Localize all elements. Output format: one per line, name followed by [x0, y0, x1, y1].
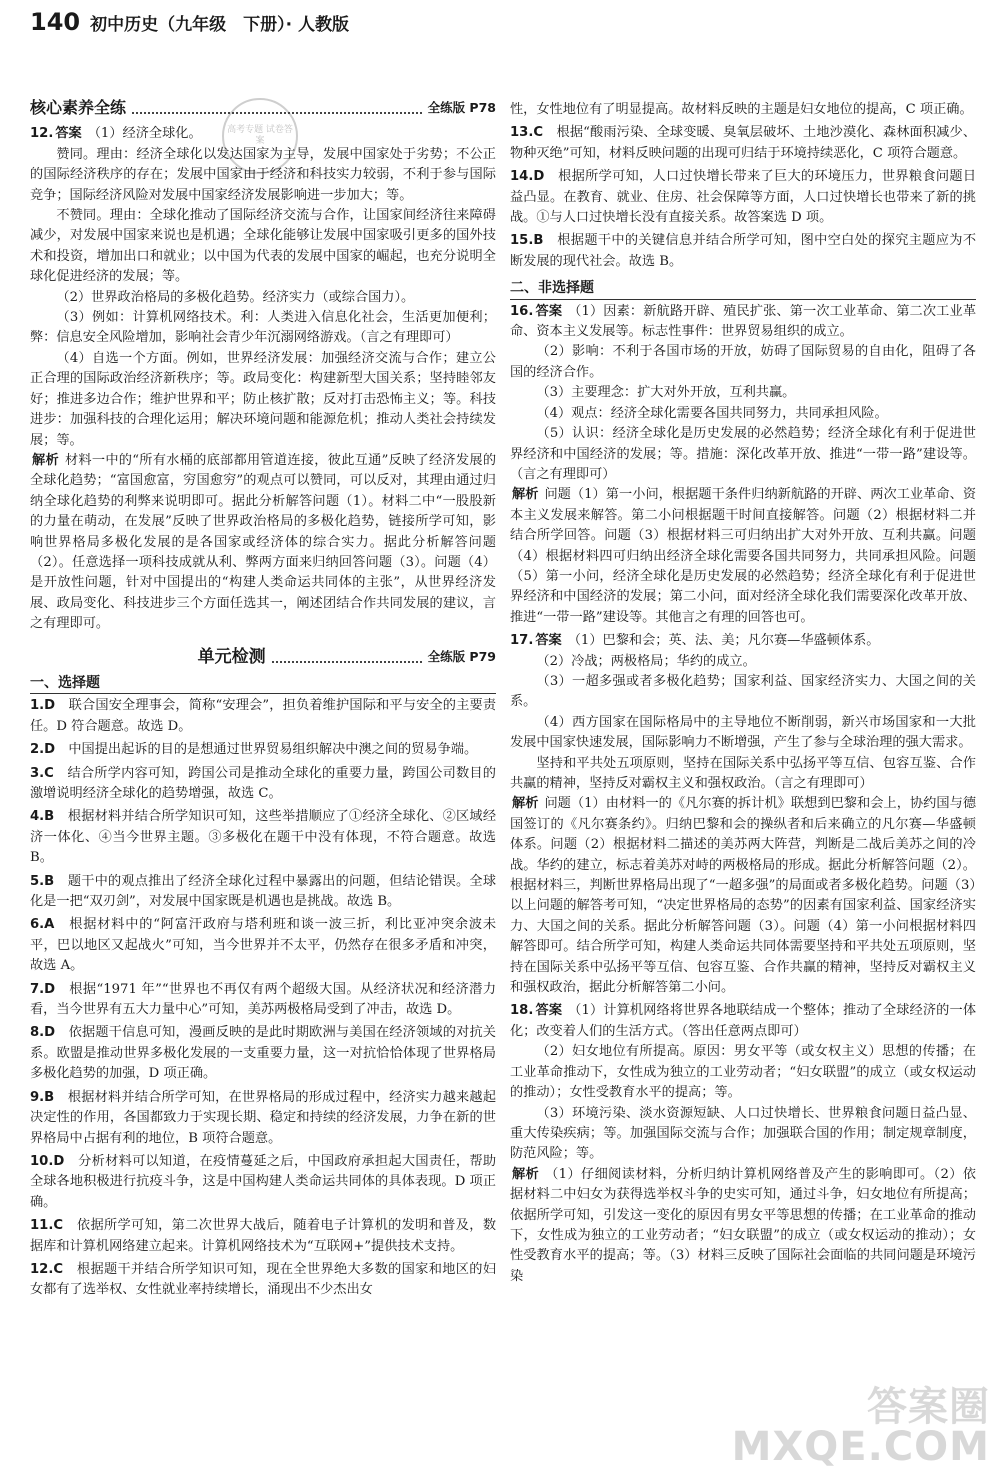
analysis-label: 解析 [512, 796, 539, 812]
answer-text: （1）计算机网络将世界各地联结成一个整体；推动了全球经济的一体化；改变着人们的生活方式。（答出任意两点即可） [510, 1003, 977, 1039]
item-number: 8.D [30, 1025, 56, 1041]
item-text: 根据所学可知，人口过快增长带来了巨大的环境压力，世界粮食问题日益凸显。在教育、就业、住房、社会保障等方面，人口过快增长也带来了新的挑战。①与人口过快增长没有直接关系。故答案选 D 项。 [510, 169, 977, 226]
item-number: 14.D [510, 169, 545, 185]
answer-text: （1）巴黎和会；英、法、美；凡尔赛—华盛顿体系。 [567, 633, 880, 649]
answer-16 [510, 302, 976, 629]
answer-paragraph: （3）主要理念：扩大对外开放，互利共赢。 [536, 385, 796, 401]
analysis [510, 1165, 976, 1287]
analysis [30, 451, 496, 635]
answer-paragraph: （2）妇女地位有所提高。原因：男女平等（或女权主义）思想的传播；在工业革命推动下，女性成为独立的工业劳动者；“妇女联盟”的成立（或女权运动的推动）；女性受教育水平的提高；等。 [510, 1044, 976, 1101]
item-text: 中国提出起诉的目的是想通过世界贸易组织解决中澳之间的贸易争端。 [68, 742, 478, 758]
answer-label: 答案 [535, 303, 563, 319]
item-text: 依据题干信息可知，漫画反映的是此时期欧洲与美国在经济领域的对抗关系。欧盟是推动世界多极化发展的一支重要力量，这一对抗恰恰体现了世界格局多极化趋势的加强，D 项正确。 [30, 1025, 496, 1082]
item-text: 分析材料可以知道，在疫情蔓延之后，中国政府承担起大国责任，帮助全球各地积极进行抗疫斗争，这是中国构建人类命运共同体的具体表现。D 项正确。 [30, 1153, 497, 1210]
analysis-label: 解析 [32, 452, 59, 468]
answer-item [30, 1152, 496, 1213]
item-number: 6.A [30, 917, 55, 933]
analysis-label: 解析 [512, 487, 539, 503]
analysis-text: 材料一中的“所有水桶的底部都用管道连接，彼此互通”反映了经济发展的全球化趋势；“富国愈富，穷国愈穷”的观点可以赞同，可以反对，其理由通过归纳全球化趋势的利弊来说明即可。据此分析解答问题（1）。材料二中“一股股新的力量在萌动，在发展”反映了世界政治格局的多极化趋势，链接所学可知，影响世界格局多极化发展的是各国家或经济体的综合实力。据此分析解答问题（2）。任意选择一项科技成就从利、弊两方面来归纳回答问题（3）。问题（4）是开放性问题，针对中国提出的“构建人类命运共同体的主张”，从世界经济发展、政局变化、科技进步三个方面任选其一，阐述团结合作共同发展的建议，言之有理即可。 [30, 452, 497, 632]
item-number: 10.D [30, 1153, 65, 1169]
section-core-literacy [30, 98, 496, 118]
question-number: 12. [30, 126, 54, 142]
item-number: 11.C [30, 1218, 64, 1234]
item-text: 根据“1971 年”“世界也不再仅有两个超级大国。从经济状况和经济潜力看，当今世界有五大力量中心”可知，美苏两极格局受到了冲击，故选 D。 [30, 981, 497, 1018]
question-number: 17. [510, 633, 534, 649]
answer-paragraph: （3）例如：计算机网络技术。利：人类进入信息化社会，生活更加便利；弊：信息安全风险增加，影响社会青少年沉溺网络游戏。（言之有理即可） [30, 310, 496, 346]
watermark-line: 答案圈 [867, 1384, 990, 1430]
answer-continuation: 性，女性地位有了明显提高。故材料反映的主题是妇女地位的提高，C 项正确。 [510, 102, 973, 117]
item-number: 9.B [30, 1089, 55, 1105]
answer-item [30, 740, 496, 760]
answer-paragraph: （2）影响：不利于各国市场的开放，妨碍了国际贸易的自由化，阻碍了各国的经济合作。 [510, 344, 976, 380]
answer-paragraph: （4）自选一个方面。例如，世界经济发展：加强经济交流与合作；建立公正合理的国际政治经济新秩序；等。政局变化：构建新型大国关系；坚持睦邻友好；推进多边合作；维护世界和平；防止核扩散；反对打击恐怖主义；等。科技进步：加强科技的合理化运用；解决环境问题和能源危机；推动人类社会持续发展；等。 [30, 350, 496, 448]
right-column [510, 100, 976, 1290]
answer-item [30, 696, 496, 737]
item-text: 题干中的观点推出了经济全球化过程中暴露出的问题，但结论错误。全球化是一把“双刃剑”，对发展中国家既是机遇也是挑战。故选 B。 [30, 873, 497, 910]
item-number: 1.D [30, 698, 56, 714]
section-title: 单元检测 [197, 646, 266, 667]
question-number: 18. [510, 1003, 534, 1019]
item-text: 根据材料并结合所学知识可知，这些举措顺应了①经济全球化、②区域经济一体化、④当今世界主题。③多极化在题干中没有体现，不符合题意。故选 B。 [30, 809, 497, 866]
item-number: 7.D [30, 981, 56, 997]
item-text: 根据材料并结合所学可知，在世界格局的形成过程中，经济实力越来越起决定性的作用，各国都致力于实现长期、稳定和持续的经济发展，力争在新的世界格局中占据有利的地位，B 项符合题意。 [30, 1089, 497, 1146]
answer-paragraph: （2）世界政治格局的多极化趋势。经济实力（或综合国力）。 [56, 289, 415, 305]
answer-text: （1）因素：新航路开辟、殖民扩张、第一次工业革命、第二次工业革命、资本主义发展等。标志性事件：世界贸易组织的成立。 [510, 303, 977, 340]
answer-item [30, 872, 496, 913]
answer-text: （1）经济全球化。 [87, 126, 202, 142]
answer-item [30, 1088, 496, 1149]
answer-label: 答案 [535, 633, 562, 649]
item-text: 依据所学可知，第二次世界大战后，随着电子计算机的发明和普及，数据库和计算机网络建立起来。计算机网络技术为“互联网+”提供技术支持。 [30, 1218, 497, 1254]
analysis [510, 794, 976, 998]
answer-paragraph: 不赞同。理由：全球化推动了国际经济交流与合作，让国家间经济往来障碍减少，对发展中国家来说也是机遇；全球化能够让发展中国家吸引更多的国外技术和投资，增加出口和就业；以中国为代表的发展中国家的崛起，也充分说明全球化促进经济的发展；等。 [30, 208, 496, 285]
answer-item [30, 807, 496, 868]
left-column [30, 98, 496, 1304]
item-text: 结合所学内容可知，跨国公司是推动全球化的重要力量，跨国公司数目的激增说明经济全球化的趋势增强，故选 C。 [30, 765, 496, 801]
answer-item [30, 1023, 496, 1084]
item-number: 4.B [30, 809, 55, 825]
answer-paragraph: （3）环境污染、淡水资源短缺、人口过快增长、世界粮食问题日益凸显、重大传染疾病；等。加强国际交流与合作；加强联合国的作用；制定规章制度，防范风险；等。 [510, 1105, 976, 1162]
answer-item [510, 231, 976, 272]
dot-leader [132, 102, 422, 114]
answer-label: 答案 [535, 1003, 563, 1019]
book-title: 初中历史（九年级 下册）· 人教版 [90, 15, 349, 35]
item-number: 3.C [30, 765, 54, 781]
answer-paragraph: 坚持和平共处五项原则，坚持在国际关系中弘扬平等互信、包容互鉴、合作共赢的精神，坚持反对霸权主义和强权政治。（言之有理即可） [510, 755, 976, 791]
watermark [731, 1384, 990, 1470]
answer-item [510, 123, 976, 164]
answer-paragraph: （4）西方国家在国际格局中的主导地位不断削弱，新兴市场国家和一大批发展中国家快速发展，国际影响力不断增强，产生了参与全球治理的强大需求。 [510, 714, 976, 751]
item-number: 5.B [30, 873, 55, 889]
item-text: 联合国安全理事会，简称“安理会”，担负着维护国际和平与安全的主要责任。D 符合题意。故选 D。 [30, 698, 497, 734]
answer-item [510, 167, 976, 228]
section-unit-test [30, 647, 496, 667]
answer-paragraph: （3）一超多强或者多极化趋势；国家利益、国家经济实力、大国之间的关系。 [510, 673, 976, 710]
subsection-title: 二、非选择题 [510, 278, 976, 299]
stamp-text: 高考专题 试卷答案 [227, 125, 293, 146]
answer-paragraph: （2）冷战；两极格局；华约的成立。 [536, 653, 756, 669]
item-number: 2.D [30, 742, 56, 758]
analysis-label: 解析 [512, 1166, 540, 1182]
analysis-text: 问题（1）由材料一的《凡尔赛的拆计机》联想到巴黎和会上，协约国与德国签订的《凡尔赛条约》。归纳巴黎和会的操纵者和后来确立的凡尔赛—华盛顿体系。问题（2）根据材料二描述的美苏两大阵营，判断是二战后美苏之间的冷战。华约的建立，标志着美苏对峙的两极格局的形成。据此分析解答问题（2）。根据材料三，判断世界格局出现了“一超多强”的局面或者多极化趋势。问题（3）以上问题的解答考可知，“决定世界格局的态势”的因素有国家利益、国家经济实力、大国之间的关系。据此分析解答问题（3）。问题（4）第一小问根据材料四解答即可。结合所学可知，构建人类命运共同体需要坚持和平共处五项原则，坚持在国际关系中弘扬平等互信、包容互鉴、合作共赢的精神，坚持反对霸权主义和强权政治，据此分析解答第二小问。 [510, 796, 977, 996]
item-number: 12.C [30, 1261, 64, 1277]
section-title: 核心素养全练 [30, 98, 127, 117]
answer-label: 答案 [55, 126, 82, 142]
answer-12 [30, 124, 496, 634]
answer-item [30, 764, 496, 805]
item-text: 根据题干中的关键信息并结合所学可知，图中空白处的探究主题应为不断发展的现代社会。故选 B。 [510, 233, 977, 269]
answer-item [30, 980, 496, 1021]
item-text: 根据题干并结合所学知识可知，现在全世界绝大多数的国家和地区的妇女都有了选举权、女性就业率持续增长，涌现出不少杰出女 [30, 1261, 497, 1298]
watermark-line: MXQE.COM [731, 1424, 990, 1470]
answer-paragraph: 赞同。理由：经济全球化以发达国家为主导，发展中国家处于劣势；不公正的国际经济秩序的存在；发展中国家由于经济和科技实力较弱，不利于参与国际竞争；国际经济风险对发展中国家经济发展影响进一步加大；等。 [30, 146, 496, 203]
subsection-title: 一、选择题 [30, 673, 496, 694]
section-ref: 全练版 P79 [427, 648, 496, 664]
answer-18 [510, 1001, 976, 1287]
question-number: 16. [510, 303, 534, 319]
analysis-text: 问题（1）第一小问，根据题干条件归纳新航路的开辟、两次工业革命、资本主义发展来解答。第二小问根据题干时间直接解答。问题（2）根据材料二并结合所学回答。问题（3）根据材料三可归纳出扩大对外开放、互利共赢。问题（4）根据材料四可归纳出经济全球化需要各国共同努力，共同承担风险。问题（5）第一小问，经济全球化是历史发展的必然趋势；经济全球化有利于促进世界经济和中国经济的发展；第二小问，面对经济全球化我们需要深化改革开放、推进“一带一路”建设等。其他言之有理的回答也可。 [510, 487, 977, 625]
page-number: 140 [30, 8, 81, 36]
answer-paragraph: （4）观点：经济全球化需要各国共同努力，共同承担风险。 [536, 405, 888, 421]
analysis [510, 485, 976, 628]
answer-item [30, 1260, 496, 1301]
analysis-text: （1）仔细阅读材料，分析归纳计算机网络普及产生的影响即可。（2）依据材料二中妇女为获得选举权斗争的史实可知，通过斗争，妇女地位有所提高；依据所学可知，引发这一变化的原因有男女平等思想的传播；在工业革命的推动下，女性成为独立的工业劳动者；“妇女联盟”的成立（或女权运动的推动）；女性受教育水平的提高；等。（3）材料三反映了国际社会面临的共同问题是环境污染 [510, 1166, 976, 1284]
item-text: 根据“酸雨污染、全球变暖、臭氧层破坏、土地沙漠化、森林面积减少、物种灭绝”可知，材料反映问题的出现可归结于环境持续恶化，C 项符合题意。 [510, 125, 976, 161]
page-header [30, 8, 349, 36]
answer-item [30, 1216, 496, 1257]
answer-paragraph: （5）认识：经济全球化是历史发展的必然趋势；经济全球化有利于促进世界经济和中国经济的发展；等。措施：深化改革开放、推进“一带一路”建设等。（言之有理即可） [510, 426, 976, 482]
item-text: 根据材料中的“阿富汗政府与塔利班和谈一波三折，利比亚冲突余波未平，巴以地区又起战火”可知，当今世界并不太平，仍然存在很多矛盾和冲突，故选 A。 [30, 917, 497, 974]
item-number: 13.C [510, 125, 544, 141]
item-number: 15.B [510, 233, 544, 249]
dot-leader [272, 651, 422, 663]
answer-item [30, 915, 496, 976]
answer-17 [510, 631, 976, 998]
section-ref: 全练版 P78 [427, 100, 496, 115]
